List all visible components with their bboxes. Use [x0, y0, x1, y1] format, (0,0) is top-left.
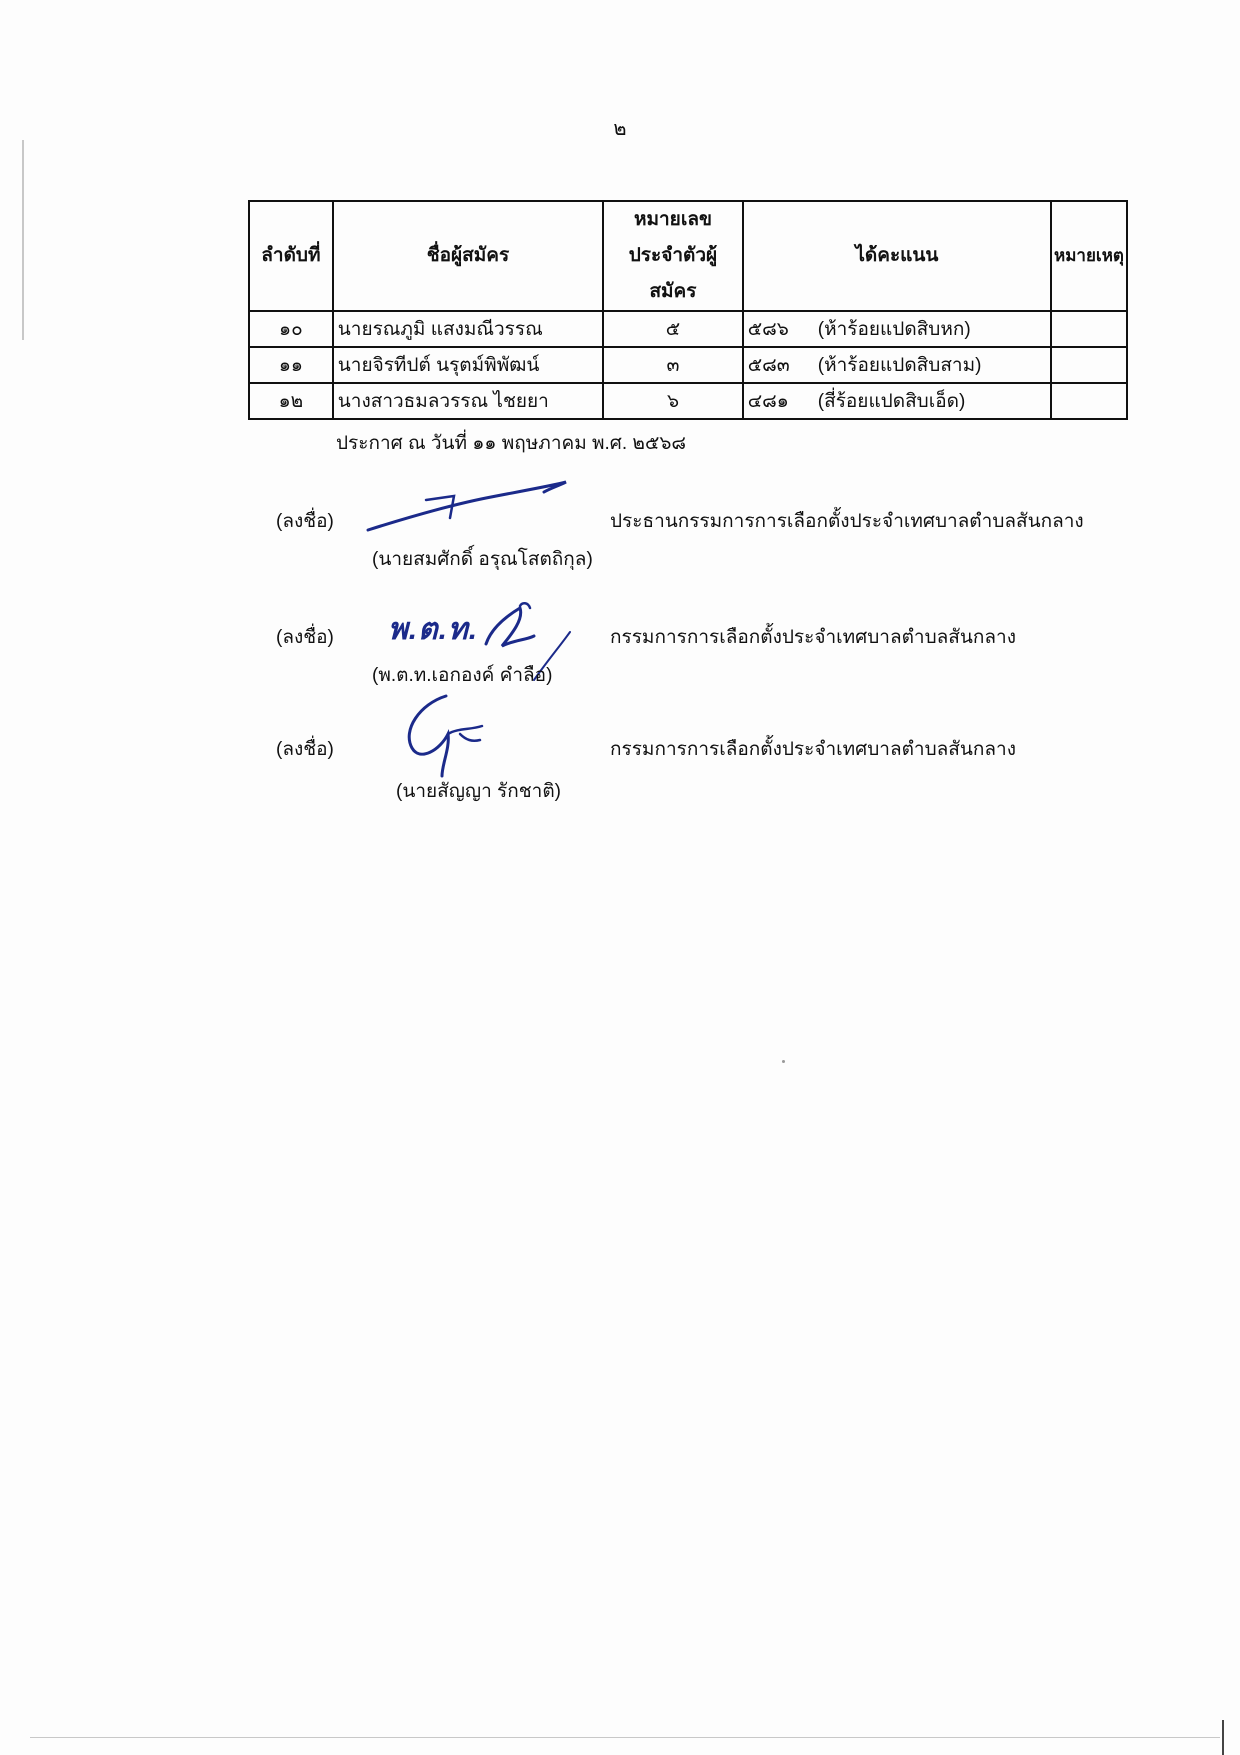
header-score: ได้คะแนน: [743, 201, 1051, 311]
cell-name: นายจิรทีปต์ นรุตม์พิพัฒน์: [333, 347, 603, 383]
header-number-line1: หมายเลข: [633, 209, 712, 230]
scan-edge-right: [1222, 1720, 1224, 1755]
table-header-row: [249, 201, 1127, 311]
cell-number: ๓: [603, 347, 743, 383]
cell-name: นายรณภูมิ แสงมณีวรรณ: [333, 311, 603, 347]
header-remark: หมายเหตุ: [1051, 201, 1127, 311]
signer-position: ประธานกรรมการการเลือกตั้งประจำเทศบาลตำบลสันกลาง: [610, 511, 1084, 532]
results-table: [248, 200, 1128, 420]
cell-score: [743, 311, 1051, 347]
header-name: ชื่อผู้สมัคร: [333, 201, 603, 311]
sign-label: (ลงชื่อ): [276, 511, 334, 532]
score-value: ๔๘๑: [747, 391, 789, 412]
cell-remark: [1051, 347, 1127, 383]
sign-label: (ลงชื่อ): [276, 739, 334, 760]
signer-position: กรรมการการเลือกตั้งประจำเทศบาลตำบลสันกลาง: [610, 627, 1016, 648]
cell-name: นางสาวธมลวรรณ ไชยยา: [333, 383, 603, 419]
header-order: ลำดับที่: [249, 201, 333, 311]
header-number: [603, 201, 743, 311]
cell-number: ๖: [603, 383, 743, 419]
page-number: ๒: [613, 118, 627, 140]
signer-name: (นายสัญญา รักชาติ): [396, 781, 561, 802]
table-row: [249, 311, 1127, 347]
table-row: [249, 383, 1127, 419]
signature-handwriting: พ.ต.ท.: [388, 613, 479, 646]
signature-block-chairman: [0, 472, 1240, 582]
cell-order: ๑๑: [249, 347, 333, 383]
cell-order: ๑๒: [249, 383, 333, 419]
signer-position: กรรมการการเลือกตั้งประจำเทศบาลตำบลสันกลาง: [610, 739, 1016, 760]
cell-remark: [1051, 383, 1127, 419]
signer-name: (พ.ต.ท.เอกองค์ คำลือ): [372, 665, 553, 686]
score-words: (ห้าร้อยแปดสิบสาม): [817, 355, 982, 376]
scan-edge-left: [22, 140, 24, 340]
signature-image: [400, 690, 520, 780]
table-row: [249, 347, 1127, 383]
score-words: (ห้าร้อยแปดสิบหก): [817, 319, 971, 340]
cell-score: [743, 347, 1051, 383]
scan-speck: [782, 1060, 785, 1063]
signature-block-member-2: [0, 690, 1240, 800]
score-value: ๕๘๓: [747, 355, 790, 376]
sign-label: (ลงชื่อ): [276, 627, 334, 648]
cell-number: ๕: [603, 311, 743, 347]
signature-image: [366, 472, 586, 542]
scan-edge-bottom: [30, 1737, 1220, 1738]
cell-remark: [1051, 311, 1127, 347]
score-value: ๕๘๖: [747, 319, 789, 340]
header-number-line2: ประจำตัวผู้สมัคร: [628, 245, 718, 302]
cell-order: ๑๐: [249, 311, 333, 347]
cell-score: [743, 383, 1051, 419]
announcement-date: ประกาศ ณ วันที่ ๑๑ พฤษภาคม พ.ศ. ๒๕๖๘: [336, 433, 687, 454]
score-words: (สี่ร้อยแปดสิบเอ็ด): [817, 391, 966, 412]
signer-name: (นายสมศักดิ์ อรุณโสตถิกุล): [372, 549, 593, 570]
